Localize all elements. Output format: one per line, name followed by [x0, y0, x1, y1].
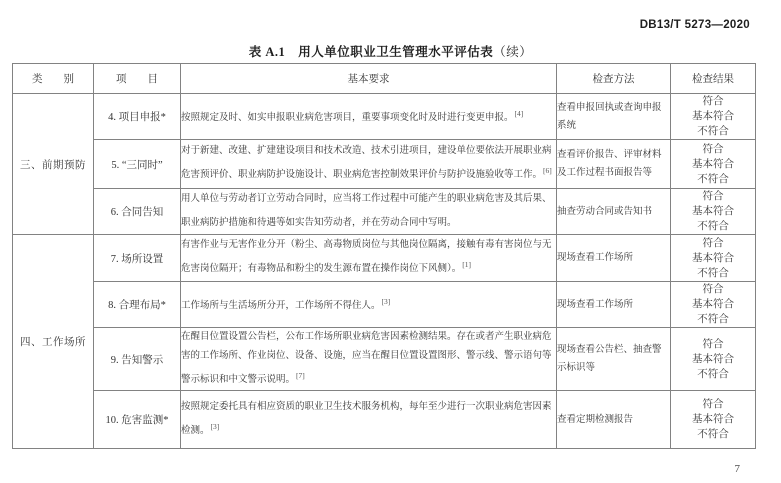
result-cell	[671, 328, 756, 391]
item-cell: 9. 告知警示	[94, 328, 181, 391]
result-option: 不符合	[697, 368, 729, 380]
header-result: 检查结果	[671, 64, 756, 94]
table-row	[13, 189, 756, 235]
item-cell: 7. 场所设置	[94, 235, 181, 282]
item-cell: 10. 危害监测*	[94, 391, 181, 449]
header-category: 类 别	[13, 64, 94, 94]
ref-superscript: [7]	[296, 371, 305, 380]
result-option: 基本符合	[692, 252, 734, 264]
requirement-cell	[181, 189, 557, 235]
result-option: 符合	[702, 338, 724, 350]
page-number: 7	[734, 463, 740, 475]
table-row	[13, 328, 756, 391]
item-cell: 5. “三同时”	[94, 140, 181, 189]
requirement-text: 按照规定委托具有相应资质的职业卫生技术服务机构，每年至少进行一次职业病危害因素检测。	[181, 402, 552, 437]
result-option: 基本符合	[692, 158, 734, 170]
table-row	[13, 235, 756, 282]
category-cell: 四、工作场所	[13, 235, 94, 449]
header-row	[13, 64, 756, 94]
result-option: 基本符合	[692, 299, 734, 310]
result-option: 符合	[702, 96, 724, 107]
result-cell	[671, 282, 756, 328]
table-title-main: 表 A.1 用人单位职业卫生管理水平评估表	[248, 45, 494, 59]
header-requirement: 基本要求	[181, 64, 557, 94]
requirement-cell	[181, 140, 557, 189]
result-option: 基本符合	[692, 206, 734, 217]
result-option: 不符合	[697, 173, 729, 185]
method-cell: 现场查看公告栏、抽查警示标识等	[557, 328, 671, 391]
table-title	[0, 42, 781, 60]
requirement-cell	[181, 282, 557, 328]
result-cell	[671, 140, 756, 189]
item-cell: 6. 合同告知	[94, 189, 181, 235]
requirement-text: 工作场所与生活场所分开，工作场所不得住人。	[181, 301, 381, 312]
result-option: 符合	[702, 399, 724, 411]
requirement-cell	[181, 391, 557, 449]
result-option: 基本符合	[692, 414, 734, 426]
method-cell: 查看定期检测报告	[557, 391, 671, 449]
result-option: 不符合	[697, 221, 729, 232]
result-option: 不符合	[697, 429, 729, 441]
method-cell: 查看评价报告、评审材料及工作过程书面报告等	[557, 140, 671, 189]
result-cell	[671, 189, 756, 235]
requirement-text: 在醒目位置设置公告栏，公布工作场所职业病危害因素检测结果。存在或者产生职业病危害的工作场所、作业岗位、设备、设施，应当在醒目位置设置图形、警示线、警示语句等警示标识和中文警示说明。	[181, 332, 552, 386]
requirement-cell	[181, 94, 557, 140]
header-method: 检查方法	[557, 64, 671, 94]
ref-superscript: [1]	[462, 260, 472, 270]
result-option: 符合	[702, 191, 724, 202]
category-cell: 三、前期预防	[13, 94, 94, 235]
method-cell: 现场查看工作场所	[557, 282, 671, 328]
result-cell	[671, 94, 756, 140]
table-row	[13, 140, 756, 189]
method-cell: 抽查劳动合同或告知书	[557, 189, 671, 235]
ref-superscript: [6]	[543, 166, 552, 176]
requirement-text: 按照规定及时、如实申报职业病危害项目，重要事项变化时及时进行变更申报。	[181, 113, 514, 124]
header-item: 项 目	[94, 64, 181, 94]
table-title-suffix: （续）	[493, 45, 533, 59]
result-cell	[671, 391, 756, 449]
ref-superscript: [4]	[514, 109, 524, 119]
table-row	[13, 94, 756, 140]
result-option: 符合	[702, 237, 724, 249]
table-row	[13, 282, 756, 328]
requirement-text: 对于新建、改建、扩建建设项目和技术改造、技术引进项目，建设单位要依法开展职业病危害预评价、职业病防护设施设计、职业病危害控制效果评价与防护设施验收等工作。	[181, 146, 552, 181]
requirement-cell	[181, 328, 557, 391]
result-option: 不符合	[697, 314, 729, 325]
result-option: 符合	[702, 143, 724, 155]
standard-code: DB13/T 5273—2020	[639, 19, 750, 31]
evaluation-table	[12, 63, 756, 449]
item-cell: 4. 项目申报*	[94, 94, 181, 140]
method-cell: 查看申报回执或查询申报系统	[557, 94, 671, 140]
table-row	[13, 391, 756, 449]
item-cell: 8. 合理布局*	[94, 282, 181, 328]
method-cell: 现场查看工作场所	[557, 235, 671, 282]
ref-superscript: [3]	[381, 297, 391, 307]
result-option: 符合	[702, 284, 724, 295]
result-option: 不符合	[697, 126, 729, 137]
result-cell	[671, 235, 756, 282]
requirement-text: 有害作业与无害作业分开（粉尘、高毒物质岗位与其他岗位隔离，接触有毒有害岗位与无危害岗位隔开；有毒物品和粉尘的发生源布置在操作岗位下风侧）。	[181, 240, 552, 275]
requirement-cell	[181, 235, 557, 282]
result-option: 基本符合	[692, 111, 734, 122]
result-option: 不符合	[697, 267, 729, 279]
ref-superscript: [3]	[210, 422, 220, 432]
result-option: 基本符合	[692, 353, 734, 365]
requirement-text: 用人单位与劳动者订立劳动合同时，应当将工作过程中可能产生的职业病危害及其后果、职业病防护措施和待遇等如实告知劳动者，并在劳动合同中写明。	[181, 193, 552, 229]
